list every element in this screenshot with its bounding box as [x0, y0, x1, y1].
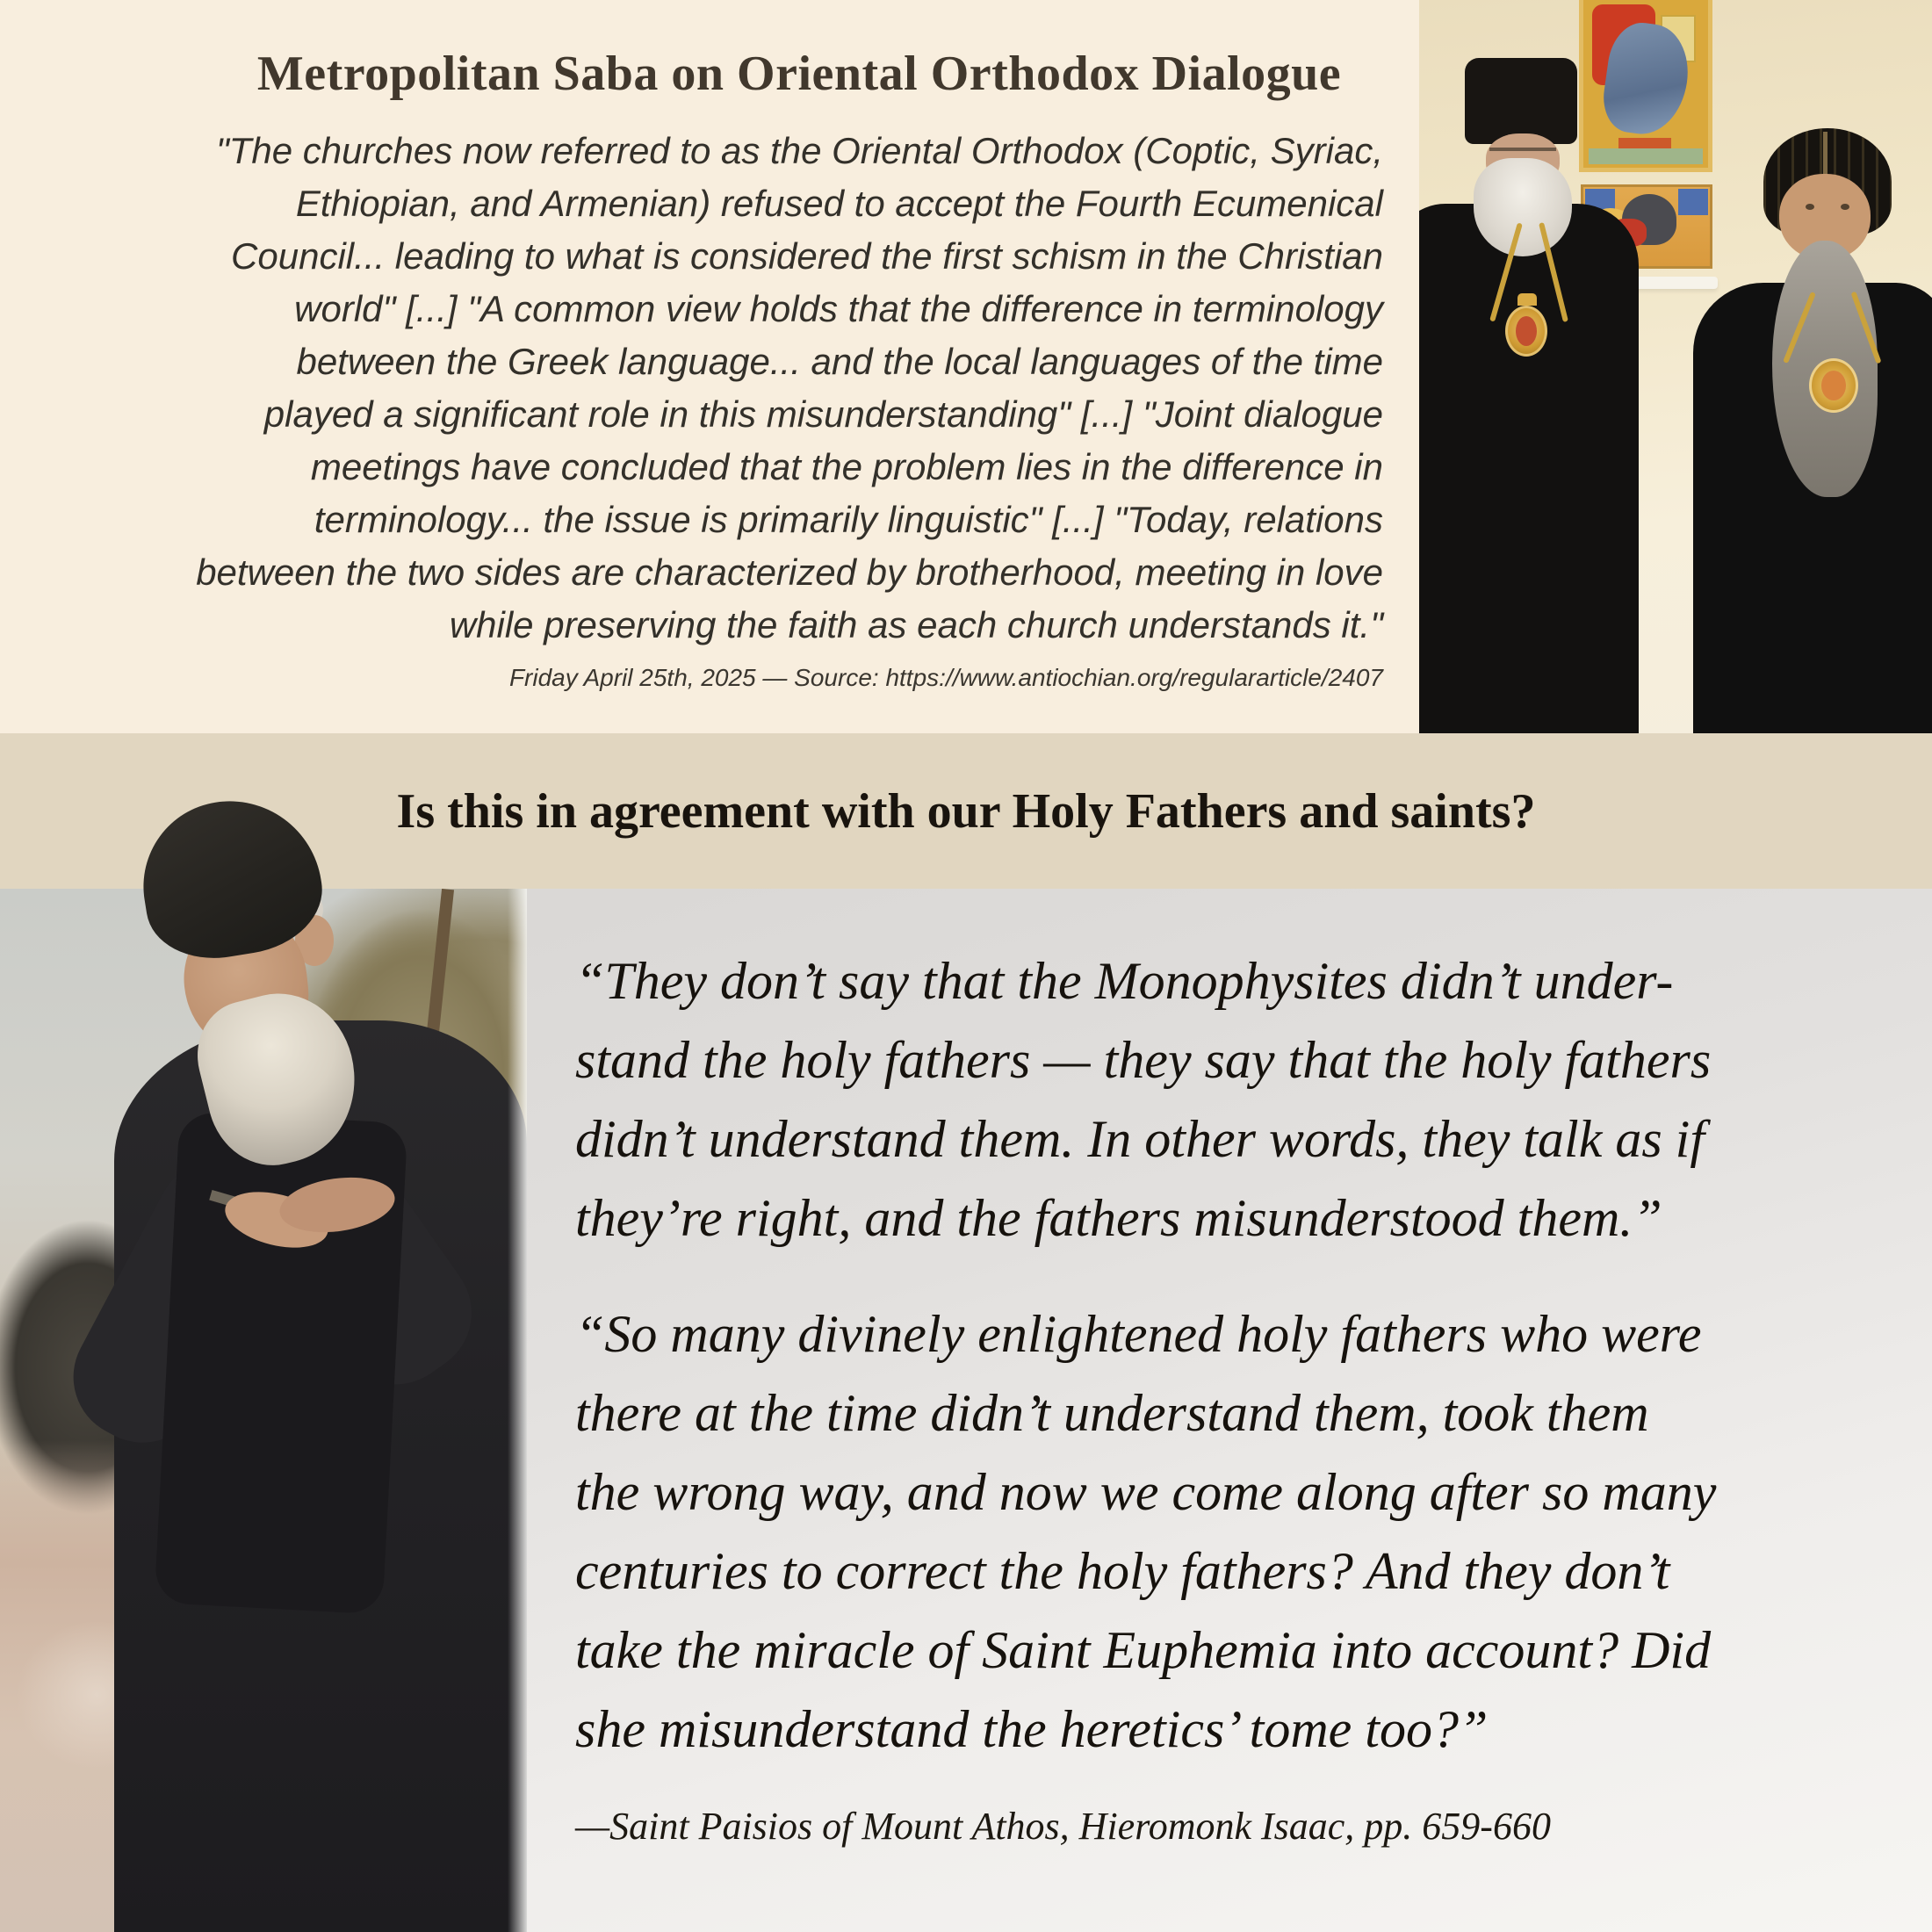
metropolitan-quote	[53, 125, 1383, 652]
quote-line: world" [...] "A common view holds that the difference in terminology	[294, 288, 1383, 329]
eye-icon	[1806, 204, 1814, 210]
quote-line: played a significant role in this misunderstanding" [...] "Joint dialogue	[263, 393, 1383, 435]
page-title: Metropolitan Saba on Oriental Orthodox Dialogue	[256, 47, 1342, 101]
hierarch-left-beard	[1474, 158, 1572, 256]
quote-line: meetings have concluded that the problem lies in the difference in	[310, 446, 1383, 487]
quote-line: Ethiopian, and Armenian) refused to accept the Fourth Ecumenical	[295, 183, 1383, 224]
paisios-quotes	[575, 941, 1910, 1853]
icon-christ-enthroned	[1579, 0, 1712, 172]
quote-line: there at the time didn’t understand them, took them	[575, 1384, 1649, 1442]
icon-corner-right	[1678, 189, 1708, 215]
hierarch-right-panagia	[1809, 358, 1858, 413]
paisios-quote-2	[575, 1294, 1910, 1769]
icon-footstool	[1618, 138, 1671, 148]
photo-background	[0, 889, 527, 1932]
paisios-quote-1	[575, 941, 1910, 1258]
photo-edge-highlight	[508, 889, 527, 1932]
quote-line: while preserving the faith as each church understands it."	[449, 604, 1383, 645]
quote-line: they’re right, and the fathers misunderstood them.”	[575, 1189, 1662, 1247]
eye-icon	[1841, 204, 1849, 210]
hierarch-left-kamilavka	[1465, 58, 1577, 144]
quote-line: the wrong way, and now we come along after so many	[575, 1463, 1717, 1521]
quote-line: centuries to correct the holy fathers? And they don’t	[575, 1542, 1670, 1600]
quote-line: terminology... the issue is primarily linguistic" [...] "Today, relations	[314, 499, 1383, 540]
source-line: Friday April 25th, 2025 — Source: https://www.antiochian.org/regulararticle/2407	[508, 664, 1383, 691]
medallion-crown	[1517, 293, 1537, 306]
quote-line: “They don’t say that the Monophysites didn’t under-	[575, 952, 1674, 1010]
quote-attribution: —Saint Paisios of Mount Athos, Hieromonk Isaac, pp. 659-660	[575, 1805, 1551, 1848]
paragraph-gap	[575, 1258, 1910, 1294]
quote-line: take the miracle of Saint Euphemia into account? Did	[575, 1621, 1712, 1679]
photo-two-hierarchs	[1419, 0, 1932, 733]
quote-line: “So many divinely enlightened holy fathers who were	[575, 1305, 1702, 1363]
quote-line: didn’t understand them. In other words, they talk as if	[575, 1110, 1705, 1168]
quote-line: Council... leading to what is considered the first schism in the Christian	[231, 235, 1383, 277]
quote-line: between the Greek language... and the local languages of the time	[296, 341, 1383, 382]
attribution-gap	[575, 1769, 1910, 1800]
hierarch-left-body	[1419, 204, 1639, 733]
photo-saint-paisios	[0, 889, 527, 1932]
question-text: Is this in agreement with our Holy Fathers and saints?	[396, 783, 1536, 839]
quote-line: "The churches now referred to as the Oriental Orthodox (Coptic, Syriac,	[215, 130, 1383, 171]
hierarch-left-panagia	[1505, 306, 1547, 357]
quote-line: between the two sides are characterized by brotherhood, meeting in love	[196, 551, 1383, 593]
icon-base	[1589, 148, 1703, 164]
quote-line: she misunderstand the heretics’ tome too?”	[575, 1700, 1489, 1758]
quote-line: stand the holy fathers — they say that the holy fathers	[575, 1031, 1712, 1089]
